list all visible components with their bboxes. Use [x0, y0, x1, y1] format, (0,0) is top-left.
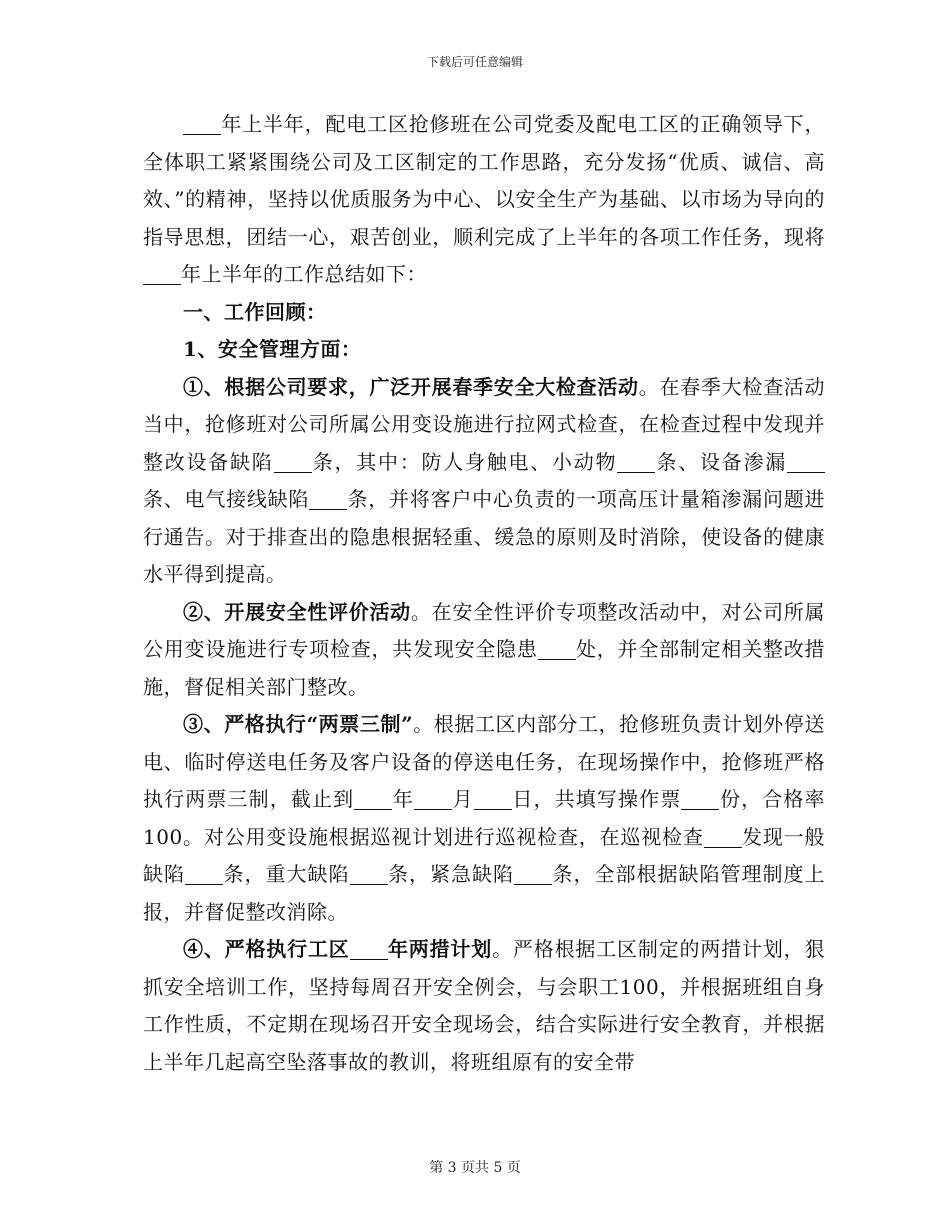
section-heading: 一、工作回顾： — [183, 299, 327, 324]
blank-field — [309, 487, 347, 510]
blank-field — [704, 825, 742, 848]
item-1-title: ①、根据公司要求，广泛开展春季安全大检查活动 — [183, 374, 639, 399]
blank-field — [617, 450, 655, 473]
page-header: 下载后可任意编辑 — [426, 55, 523, 69]
item-4-paragraph: ④、严格执行工区 年两措计划。严格根据工区制定的两措计划，狠抓安全培训工作，坚持每周召开安全例会，与会职工100，并根据班组自身工作性质，不定期在现场召开安全现场会，结合实际进行安全教育，并根据上半年几起高空坠落事故的教训，将班组原有的安全带 — [143, 937, 826, 1074]
blank-field — [350, 862, 388, 885]
blank-field — [354, 787, 392, 810]
blank-field — [414, 787, 452, 810]
subsection-heading: 1、安全管理方面： — [183, 337, 362, 361]
item-3-paragraph: ③、严格执行“两票三制”。根据工区内部分工，抢修班负责计划外停送电、临时停送电任务及客户设备的停送电任务，在现场操作中，抢修班严格执行两票三制，截止到 年 月 日，共填写操作票 份，合格率100。对公用变设施根据巡视计划进行巡视检查，在巡视检查 发现一般缺陷 条，重大缺陷 条，紧急缺陷 条，全部根据缺陷管理制度上报，并督促整改消除。 — [143, 712, 826, 924]
blank-field — [514, 862, 552, 885]
item-4-title: ④、严格执行工区 年两措计划 — [183, 937, 493, 961]
intro-paragraph: 年上半年，配电工区抢修班在公司党委及配电工区的正确领导下，全体职工紧紧围绕公司及工区制定的工作思路，充分发扬“优质、诚信、高效、”的精神，坚持以优质服务为中心、以安全生产为基础、以市场为导向的指导思想，团结一心，艰苦创业，顺利完成了上半年的各项工作任务，现将年上半年的工作总结如下： — [143, 112, 825, 286]
blank-field — [538, 637, 576, 660]
blank-field — [474, 787, 512, 810]
item-3-title: ③、严格执行“两票三制” — [183, 712, 414, 736]
blank-field — [787, 450, 825, 473]
item-2-title: ②、开展安全性评价活动 — [183, 599, 411, 624]
document-body — [143, 106, 825, 1081]
blank-field — [350, 937, 388, 960]
item-1-paragraph: ①、根据公司要求，广泛开展春季安全大检查活动。在春季大检查活动当中，抢修班对公司所属公用变设施进行拉网式检查，在检查过程中发现并整改设备缺陷 条，其中：防人身触电、小动物 条、设备渗漏条、电气接线缺陷 条，并将客户中心负责的一项高压计量箱渗漏问题进行通告。对于排查出的隐患根据轻重、缓急的原则及时消除，使设备的健康水平得到提高。 — [143, 374, 826, 586]
blank-field — [681, 787, 719, 810]
blank-field — [183, 112, 221, 135]
blank-field — [185, 862, 223, 885]
blank-field — [274, 450, 312, 473]
item-2-paragraph: ②、开展安全性评价活动。在安全性评价专项整改活动中，对公司所属公用变设施进行专项检查，共发现安全隐患 处，并全部制定相关整改措施，督促相关部门整改。 — [143, 599, 826, 699]
page-footer: 第 3 页共 5 页 — [429, 1160, 521, 1176]
blank-field — [143, 262, 181, 285]
